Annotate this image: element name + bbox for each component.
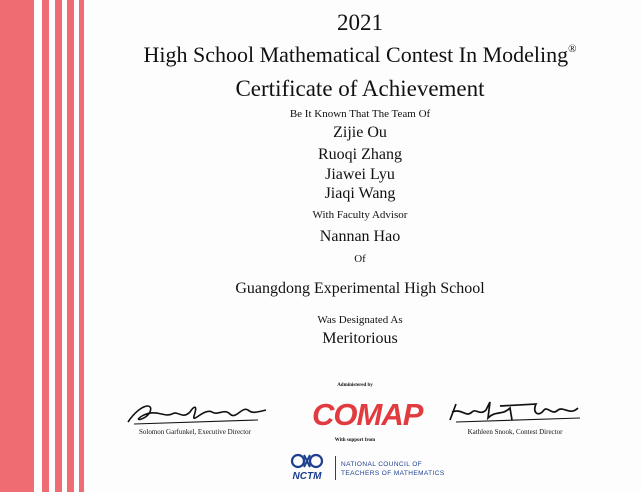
designation-line: Was Designated As bbox=[317, 314, 403, 326]
comap-logo: COMAP bbox=[312, 397, 423, 432]
signature-block-right bbox=[440, 398, 590, 436]
contest-title bbox=[95, 42, 625, 68]
team-member: Jiaqi Wang bbox=[324, 185, 396, 202]
school-name: Guangdong Experimental High School bbox=[235, 280, 485, 297]
signature-left-image bbox=[120, 398, 270, 428]
contest-year: 2021 bbox=[337, 10, 383, 35]
designation: Meritorious bbox=[322, 330, 398, 347]
nctm-logo bbox=[284, 452, 464, 484]
decorative-stripe bbox=[67, 0, 74, 492]
nctm-line-1: NATIONAL COUNCIL OF bbox=[341, 461, 423, 468]
support-label: With support from bbox=[334, 438, 376, 443]
nctm-full-name bbox=[341, 460, 445, 478]
of-line: Of bbox=[354, 253, 366, 265]
nctm-line-2: TEACHERS OF MATHEMATICS bbox=[341, 470, 445, 477]
contest-title-text: High School Mathematical Contest In Modeling bbox=[143, 42, 569, 67]
administered-by-label: Administered by bbox=[337, 383, 373, 388]
advisor-line: With Faculty Advisor bbox=[312, 209, 408, 221]
decorative-stripe bbox=[79, 0, 84, 492]
signature-right-image bbox=[440, 398, 590, 428]
registered-mark: ® bbox=[568, 43, 577, 55]
signature-left-caption: Solomon Garfunkel, Executive Director bbox=[139, 428, 251, 436]
nctm-divider bbox=[335, 456, 336, 480]
known-line: Be It Known That The Team Of bbox=[289, 108, 431, 120]
decorative-stripe-wide bbox=[0, 0, 34, 492]
decorative-stripe bbox=[55, 0, 62, 492]
signature-right-caption: Kathleen Snook, Contest Director bbox=[467, 428, 563, 436]
certificate-heading: Certificate of Achievement bbox=[235, 76, 485, 101]
nctm-abbreviation: NCTM bbox=[292, 471, 322, 482]
team-member: Zijie Ou bbox=[333, 124, 387, 141]
advisor-name: Nannan Hao bbox=[319, 228, 401, 245]
team-member: Ruoqi Zhang bbox=[318, 146, 402, 163]
signature-block-left bbox=[120, 398, 270, 436]
team-member: Jiawei Lyu bbox=[325, 166, 395, 183]
decorative-stripe bbox=[42, 0, 49, 492]
